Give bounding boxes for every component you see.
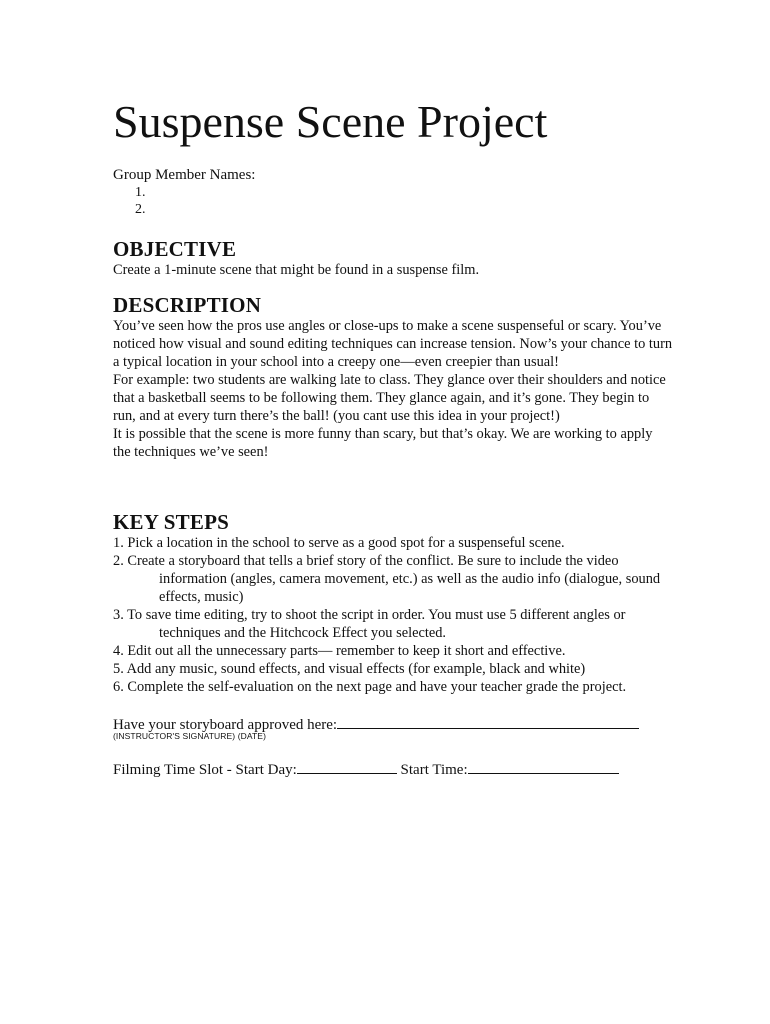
description-paragraph: You’ve seen how the pros use angles or close-ups to make a scene suspenseful or scary. You’ve noticed how visual and sound editing techniques can increase tension. Now’s your chance to turn a typical location in your school into a creepy one—even creepier than usual!	[113, 318, 673, 370]
list-item: 4. Edit out all the unnecessary parts— remember to keep it short and effective.	[113, 643, 566, 659]
filming-start-day-label: Filming Time Slot - Start Day:	[113, 762, 297, 778]
description-heading: DESCRIPTION	[113, 293, 262, 317]
start-time-line[interactable]	[468, 759, 619, 774]
filming-row	[113, 759, 619, 779]
list-item: 3. To save time editing, try to shoot the script in order. You must use 5 different angles or techniques and the Hitchcock Effect you selected.	[113, 607, 626, 641]
description-paragraph: It is possible that the scene is more funny than scary, but that’s okay. We are working to apply the techniques we’ve seen!	[113, 426, 653, 460]
start-day-line[interactable]	[297, 759, 397, 774]
objective-text: Create a 1-minute scene that might be found in a suspense film.	[113, 262, 480, 278]
approval-label: Have your storyboard approved here:	[113, 717, 338, 733]
approval-caption: (INSTRUCTOR'S SIGNATURE) (DATE)	[113, 731, 266, 741]
list-item: 6. Complete the self-evaluation on the next page and have your teacher grade the project.	[113, 679, 627, 695]
list-item: 2. Create a storyboard that tells a brief story of the conflict. Be sure to include the video information (angles, camera movement, etc.) as well as the audio info (dialogue, sound effects, music)	[113, 553, 661, 605]
list-item: 1. Pick a location in the school to serve as a good spot for a suspenseful scene.	[113, 535, 565, 551]
key-steps-heading: KEY STEPS	[113, 510, 229, 534]
description-body	[113, 317, 673, 461]
objective-heading: OBJECTIVE	[113, 237, 237, 261]
group-member-2: 2.	[135, 202, 146, 217]
approval-signature-line[interactable]	[337, 714, 639, 729]
description-paragraph: For example: two students are walking late to class. They glance over their shoulders and notice that a basketball seems to be following them. They glance again, and it’s gone. They begin to run, and at every turn there’s the ball! (you cant use this idea in your project!)	[113, 372, 666, 424]
group-member-label: Group Member Names:	[113, 167, 256, 183]
page-title: Suspense Scene Project	[113, 96, 548, 147]
filming-start-time-label: Start Time:	[396, 762, 468, 778]
group-member-1: 1.	[135, 185, 146, 200]
key-steps-list	[113, 534, 673, 696]
list-item: 5. Add any music, sound effects, and visual effects (for example, black and white)	[113, 661, 586, 677]
